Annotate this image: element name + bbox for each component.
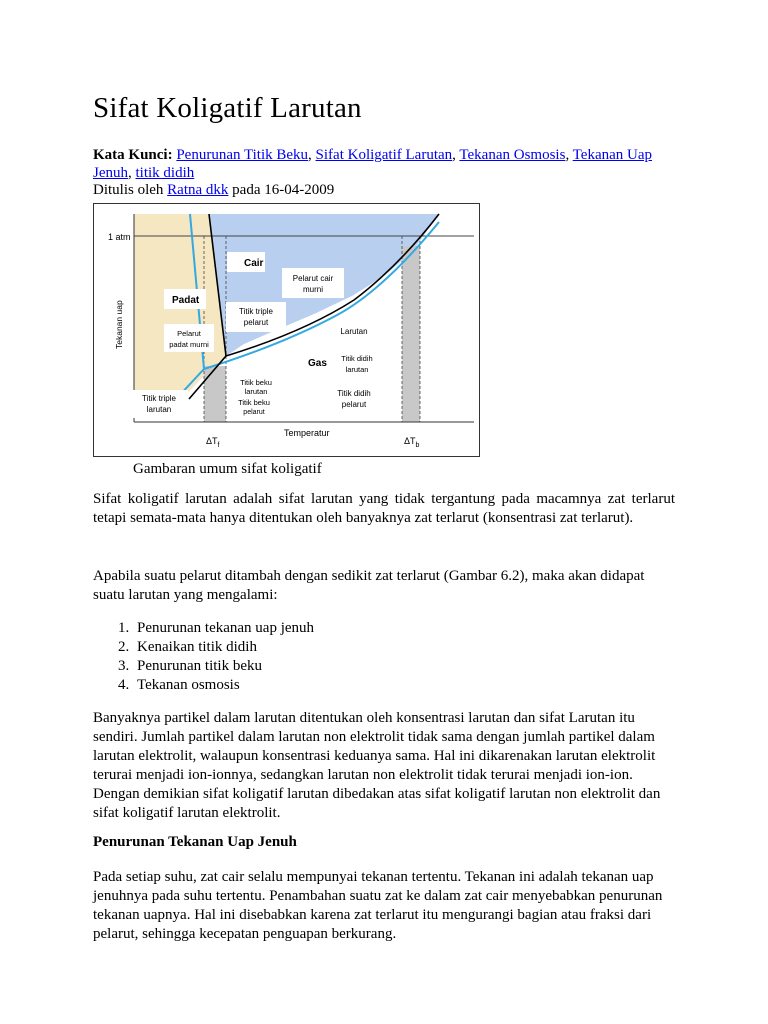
titik-didih-pelarut-label: pelarut (341, 400, 367, 409)
titik-beku-pelarut-label: pelarut (243, 409, 265, 416)
keyword-link[interactable]: Tekanan Uap Jenuh (93, 147, 653, 181)
colligative-list (93, 619, 314, 695)
gas-label: Gas (308, 358, 327, 369)
titik-didih-larutan-label: larutan (345, 365, 369, 374)
list-item: 1. Penurunan tekanan uap jenuh (133, 619, 314, 638)
paragraph-vapor-pressure: Pada setiap suhu, zat cair selalu mempunyai tekanan tertentu. Tekanan ini adalah tekanan uap jenuhnya pada suhu tertentu. Penambahan suatu zat ke dalam zat cair menyebabkan penurunan tekanan uapnya. Hal ini disebabkan karena zat terlarut itu mengurangi bagian atau fraksi dari pelarut, sehingga kecepatan penguapan berkurang. (93, 869, 663, 942)
paragraph-definition: Sifat koligatif larutan adalah sifat larutan yang tidak tergantung pada macamnya zat terlarut tetapi semata-mata hanya ditentukan oleh banyaknya zat terlarut (konsentrasi zat terlarut). (93, 491, 675, 526)
publish-date: 16-04-2009 (264, 182, 335, 198)
titik-triple-pelarut-label: pelarut (243, 318, 269, 327)
pelarut-cair-label: Pelarut cair (292, 274, 334, 283)
delta-tf-band (204, 366, 226, 422)
titik-triple-pelarut-label: Titik triple (239, 307, 273, 316)
titik-didih-pelarut-label: Titik didih (337, 389, 371, 398)
date-prefix: pada (232, 182, 261, 198)
list-item: 2. Kenaikan titik didih (133, 638, 314, 657)
titik-triple-larutan-label: Titik triple (142, 394, 176, 403)
keywords: Kata Kunci: Penurunan Titik Beku, Sifat Koligatif Larutan, Tekanan Osmosis, Tekanan Uap Jenuh, titik didih (93, 147, 653, 181)
titik-didih-larutan-label: Titik didih (341, 354, 373, 363)
larutan-label: Larutan (340, 327, 368, 336)
keywords-label: Kata Kunci: (93, 147, 173, 163)
phase-diagram (94, 204, 479, 456)
delta-tf-label: $\Delta T_f$ (206, 436, 220, 449)
titik-beku-larutan-label: larutan (244, 387, 268, 396)
author-line (93, 182, 334, 199)
section-heading: Penurunan Tekanan Uap Jenuh (93, 834, 297, 850)
page-title: Sifat Koligatif Larutan (93, 92, 362, 124)
delta-tb-band (402, 246, 420, 422)
keyword-link[interactable]: Penurunan Titik Beku (176, 147, 309, 163)
list-item: 3. Penurunan titik beku (133, 657, 314, 676)
keyword-link[interactable]: Sifat Koligatif Larutan (315, 147, 453, 163)
author-link[interactable]: Ratna dkk (167, 182, 229, 198)
pelarut-padat-label: padat murni (169, 340, 209, 349)
solid-label: Padat (172, 295, 200, 306)
keyword-link[interactable]: Tekanan Osmosis (459, 147, 566, 163)
x-axis-label: Temperatur (284, 428, 330, 438)
titik-beku-larutan-label: Titik beku (240, 378, 272, 387)
keyword-link[interactable]: titik didih (135, 165, 195, 181)
paragraph-particles: Banyaknya partikel dalam larutan ditentukan oleh konsentrasi larutan dan sifat Larutan itu sendiri. Jumlah partikel dalam larutan non elektrolit tidak sama dengan jumlah partikel dalam larutan elektrolit, walaupun konsentrasi keduanya sama. Hal ini dikarenakan larutan elektrolit terurai menjadi ion-ionnya, sedangkan larutan non elektrolit tidak terurai menjadi ion-ion. Dengan demikian sifat koligatif larutan dibedakan atas sifat koligatif larutan non elektrolit dan sifat koligatif larutan elektrolit. (93, 710, 661, 821)
figure-caption: Gambaran umum sifat koligatif (133, 461, 322, 477)
list-item: 4. Tekanan osmosis (133, 676, 314, 695)
y-axis-label: Tekanan uap (114, 300, 124, 349)
phase-diagram-figure (93, 203, 480, 457)
atm-label: 1 atm (108, 232, 131, 242)
pelarut-cair-label: murni (302, 285, 324, 294)
paragraph-intro-list: Apabila suatu pelarut ditambah dengan sedikit zat terlarut (Gambar 6.2), maka akan didapat suatu larutan yang mengalami: (93, 568, 645, 603)
author-prefix: Ditulis oleh (93, 182, 164, 198)
delta-tb-label: $\Delta T_b$ (404, 436, 420, 449)
liquid-label: Cair (244, 258, 264, 269)
pelarut-padat-label: Pelarut (177, 329, 201, 338)
titik-beku-pelarut-label: Titik beku (238, 398, 270, 407)
titik-triple-larutan-label: larutan (146, 405, 172, 414)
